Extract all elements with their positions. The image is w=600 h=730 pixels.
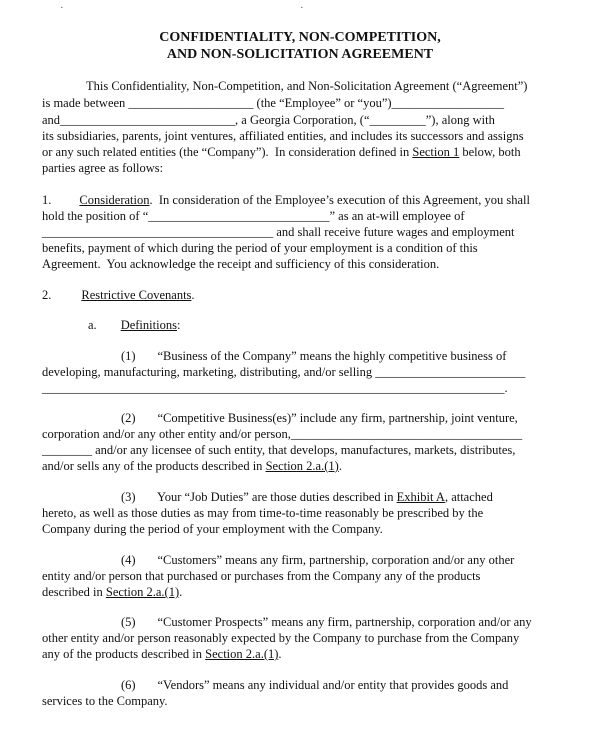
- subsection-a-heading-line: [88, 317, 180, 333]
- punctuation: .: [278, 647, 282, 661]
- section-2-heading: Restrictive Covenants: [81, 288, 192, 302]
- definition-3-line: [121, 489, 493, 505]
- section-2a1-link[interactable]: Section 2.a.(1): [265, 459, 339, 473]
- intro-line: [42, 144, 521, 160]
- document-title-line2: AND NON-SOLICITATION AGREEMENT: [166, 47, 434, 62]
- intro-line: and____________________________, a Georgia Corporation, (“_________”), along with: [42, 113, 495, 127]
- section-1-link[interactable]: Section 1: [412, 145, 460, 159]
- definition-text: , attached: [444, 490, 493, 504]
- definition-6-line: (6) “Vendors” means any individual and/or entity that provides goods and: [121, 678, 509, 692]
- definition-2-line: ________ and/or any licensee of such entity, that develops, manufactures, markets, distributes,: [42, 443, 516, 457]
- intro-line: This Confidentiality, Non-Competition, and Non-Solicitation Agreement (“Agreement”): [86, 79, 528, 93]
- section-number: 2.: [42, 288, 52, 302]
- scan-mark-right: ·: [300, 2, 304, 14]
- punctuation: .: [179, 585, 183, 599]
- definition-1-line: __________________________________________________________________________.: [42, 381, 508, 395]
- definition-3-line: hereto, as well as those duties as may from time-to-time reasonably be prescribed by the: [42, 506, 484, 520]
- definition-2-line: corporation and/or any other entity and/or person,_____________________________________: [42, 427, 523, 441]
- punctuation: .: [338, 459, 342, 473]
- definition-4-line: entity and/or person that purchased or purchases from the Company any of the products: [42, 569, 481, 583]
- definitions-heading: Definitions: [120, 318, 177, 332]
- punctuation: :: [176, 318, 181, 332]
- section-2-heading-line: [42, 287, 195, 303]
- definition-2-line: (2) “Competitive Business(es)” include any firm, partnership, joint venture,: [121, 411, 518, 425]
- definition-6-line: services to the Company.: [42, 694, 168, 708]
- section-1-heading-line: [42, 192, 530, 208]
- intro-text: below, both: [459, 145, 521, 159]
- intro-text: or any such related entities (the “Company”). In consideration defined in: [42, 145, 413, 159]
- section-1-heading: Consideration: [79, 193, 150, 207]
- definition-5-line: other entity and/or person reasonably expected by the Company to purchase from the Company: [42, 631, 520, 645]
- section-2a1-link[interactable]: Section 2.a.(1): [105, 585, 180, 599]
- definition-text: (3) Your “Job Duties” are those duties described in: [121, 490, 397, 504]
- definition-5-line: (5) “Customer Prospects” means any firm, partnership, corporation and/or any: [121, 615, 532, 629]
- punctuation: .: [191, 288, 195, 302]
- section-1-line: benefits, payment of which during the period of your employment is a condition of this: [42, 241, 478, 255]
- document-title-line1: CONFIDENTIALITY, NON-COMPETITION,: [159, 30, 441, 45]
- definition-4-line: [42, 584, 182, 600]
- definition-1-line: (1) “Business of the Company” means the highly competitive business of: [121, 349, 507, 363]
- section-1-line: hold the position of “_____________________________” as an at-will employee of: [42, 209, 465, 223]
- definition-2-line: [42, 458, 342, 474]
- section-1-line: _____________________________________ and shall receive future wages and employment: [42, 225, 515, 239]
- exhibit-a-link[interactable]: Exhibit A: [396, 490, 445, 504]
- section-number: 1.: [42, 193, 52, 207]
- definition-text: described in: [42, 585, 106, 599]
- intro-line: is made between ____________________ (the “Employee” or “you”)__________________: [42, 96, 505, 110]
- definition-text: and/or sells any of the products described in: [42, 459, 266, 473]
- definition-text: any of the products described in: [42, 647, 206, 661]
- section-2a1-link[interactable]: Section 2.a.(1): [205, 647, 279, 661]
- section-1-line: Agreement. You acknowledge the receipt and sufficiency of this consideration.: [42, 257, 440, 271]
- intro-line: parties agree as follows:: [42, 161, 164, 175]
- section-1-text: . In consideration of the Employee’s execution of this Agreement, you shall: [149, 193, 530, 207]
- definition-4-line: (4) “Customers” means any firm, partnership, corporation and/or any other: [121, 553, 515, 567]
- intro-line: its subsidiaries, parents, joint ventures, affiliated entities, and includes its successors and assigns: [42, 129, 524, 143]
- definition-5-line: [42, 646, 282, 662]
- definition-1-line: developing, manufacturing, marketing, distributing, and/or selling ________________________: [42, 365, 526, 379]
- definition-3-line: Company during the period of your employment with the Company.: [42, 522, 383, 536]
- scan-mark-left: ·: [60, 2, 64, 14]
- subsection-number: a.: [88, 318, 97, 332]
